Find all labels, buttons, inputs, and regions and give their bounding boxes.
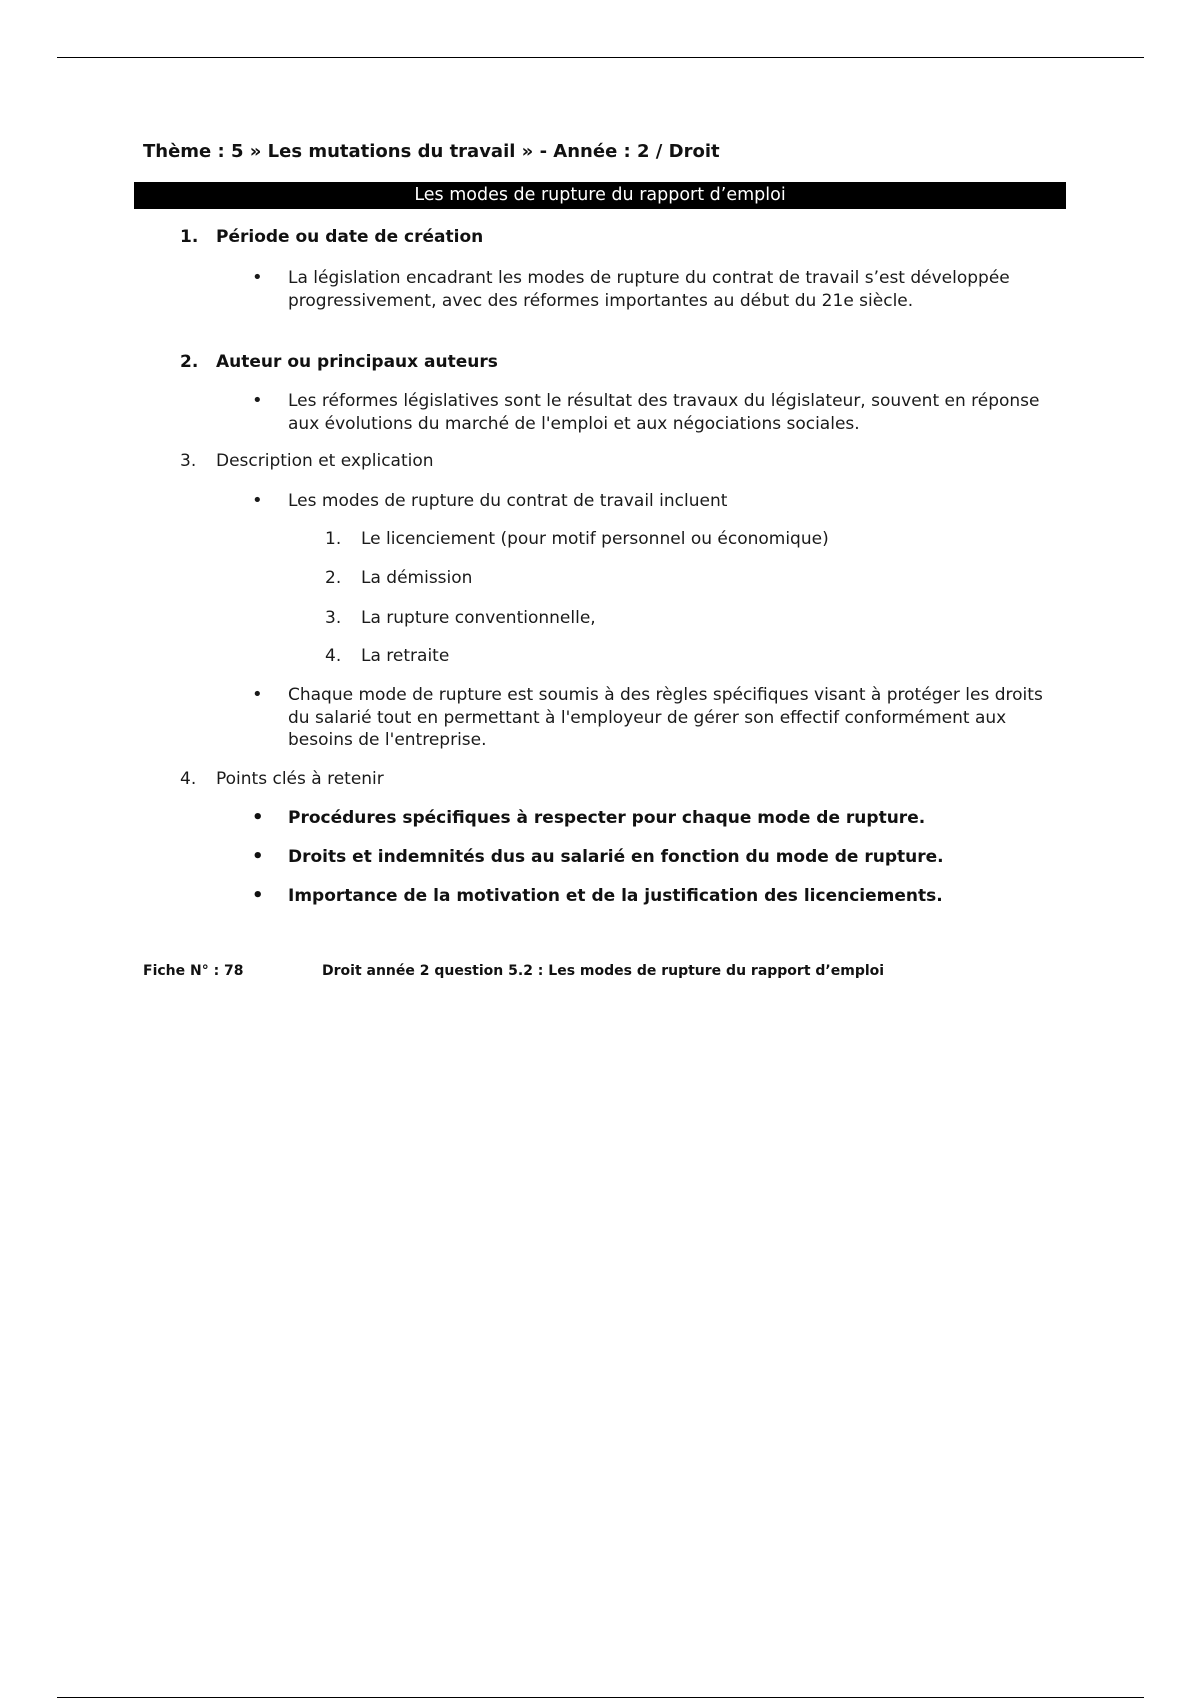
sub-number: 2. [325,568,342,588]
bullet-text: Droits et indemnités dus au salarié en fonction du mode de rupture. [288,847,944,867]
bullet-text: Procédures spécifiques à respecter pour chaque mode de rupture. [288,808,926,828]
bullet-icon: • [252,684,263,705]
top-rule [57,57,1144,58]
sub-text: La démission [361,568,473,588]
bullet-icon: • [252,267,263,288]
bullet-text: Chaque mode de rupture est soumis à des règles spécifiques visant à protéger les droits du salarié tout en permettant à l'employeur de gérer son effectif conformément aux besoins de l'entreprise. [288,685,1043,750]
bullet-icon: • [252,846,264,867]
footer-reference: Droit année 2 question 5.2 : Les modes de rupture du rapport d’emploi [322,963,885,979]
bullet-text: Importance de la motivation et de la justification des licenciements. [288,886,943,906]
sub-text: Le licenciement (pour motif personnel ou économique) [361,529,829,549]
section-number: 2. [180,352,199,372]
section-title: Points clés à retenir [216,769,384,789]
section-title: Auteur ou principaux auteurs [216,352,498,372]
bullet-icon: • [252,885,264,906]
footer-fiche-number: Fiche N° : 78 [143,963,244,979]
bullet-text: Les modes de rupture du contrat de travail incluent [288,491,728,511]
bullet-icon: • [252,490,263,511]
sub-number: 3. [325,608,342,628]
sub-text: La retraite [361,646,450,666]
bullet-text: La législation encadrant les modes de rupture du contrat de travail s’est développée progressivement, avec des réformes importantes au début du 21e siècle. [288,268,1010,311]
sub-text: La rupture conventionnelle, [361,608,596,628]
bullet-text: Les réformes législatives sont le résultat des travaux du législateur, souvent en réponse aux évolutions du marché de l'emploi et aux négociations sociales. [288,391,1040,434]
section-title: Description et explication [216,451,434,471]
bullet-icon: • [252,807,264,828]
sub-number: 4. [325,646,342,666]
section-number: 3. [180,451,197,471]
sub-number: 1. [325,529,342,549]
bottom-rule [57,1697,1144,1698]
section-title: Période ou date de création [216,227,484,247]
bullet-icon: • [252,390,263,411]
section-number: 4. [180,769,197,789]
banner-title: Les modes de rupture du rapport d’emploi [134,182,1066,209]
section-number: 1. [180,227,199,247]
theme-header: Thème : 5 » Les mutations du travail » - Année : 2 / Droit [143,141,720,162]
